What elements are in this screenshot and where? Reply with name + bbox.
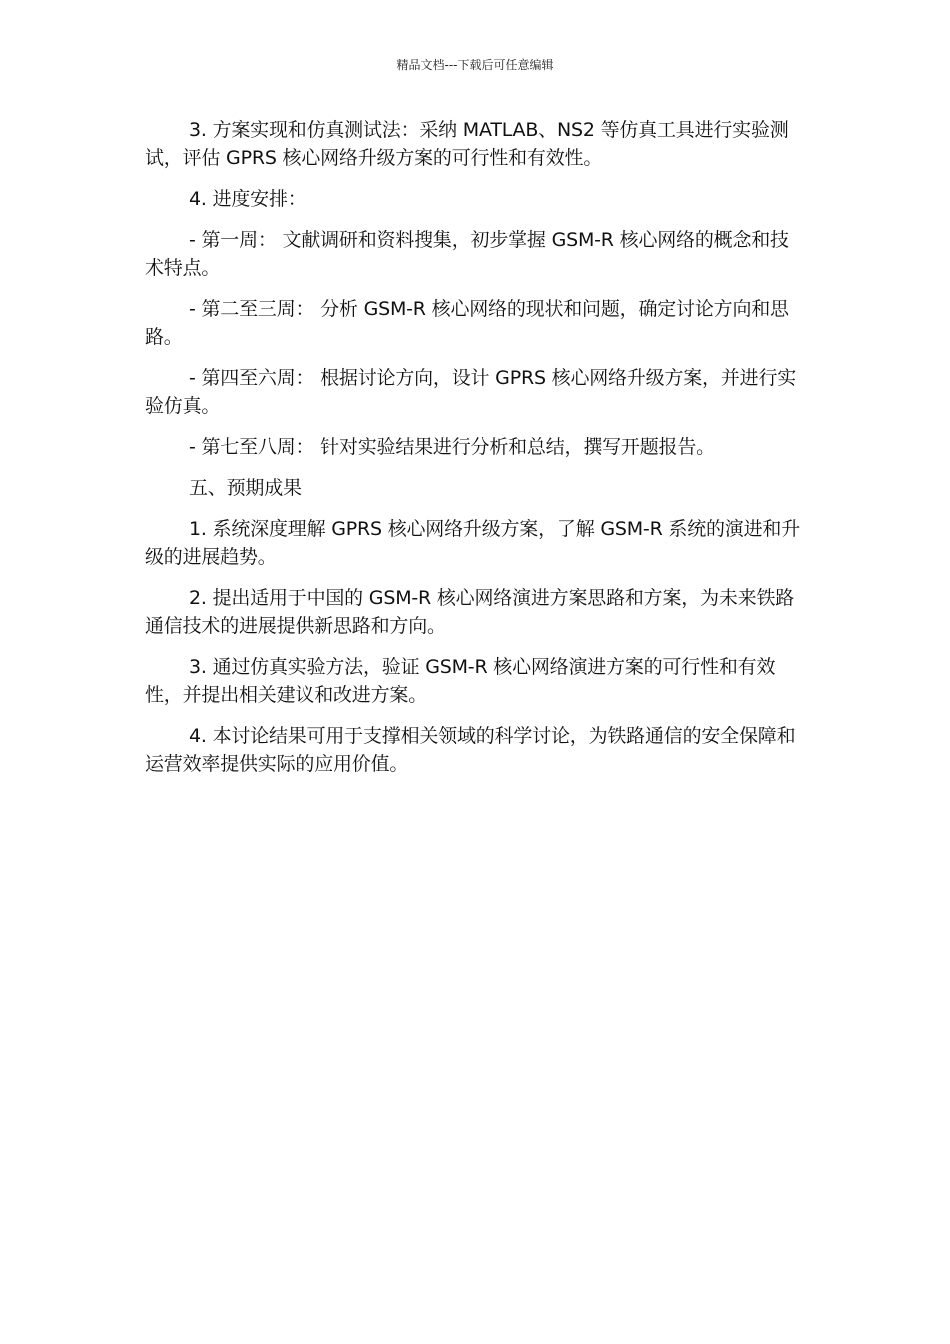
section-heading-expected-results: 五、预期成果	[189, 477, 302, 499]
document-body	[145, 116, 805, 791]
paragraph-result-3: 3. 通过仿真实验方法，验证 GSM-R 核心网络演进方案的可行性和有效性，并提出相关建议和改进方案。	[145, 656, 776, 706]
paragraph-result-1: 1. 系统深度理解 GPRS 核心网络升级方案，了解 GSM-R 系统的演进和升级的进展趋势。	[145, 518, 801, 568]
paragraph-result-2: 2. 提出适用于中国的 GSM-R 核心网络演进方案思路和方案，为未来铁路通信技术的进展提供新思路和方向。	[145, 587, 795, 637]
paragraph-method-simulation: 3. 方案实现和仿真测试法：采纳 MATLAB、NS2 等仿真工具进行实验测试，评估 GPRS 核心网络升级方案的可行性和有效性。	[145, 119, 789, 169]
paragraph-week-1: - 第一周： 文献调研和资料搜集，初步掌握 GSM-R 核心网络的概念和技术特点。	[145, 229, 789, 279]
paragraph-week-2-3: - 第二至三周： 分析 GSM-R 核心网络的现状和问题，确定讨论方向和思路。	[145, 298, 789, 348]
paragraph-week-7-8: - 第七至八周： 针对实验结果进行分析和总结，撰写开题报告。	[189, 436, 715, 458]
paragraph-schedule-heading: 4. 进度安排：	[189, 188, 307, 210]
page-header: 精品文档---下载后可任意编辑	[396, 58, 554, 72]
paragraph-result-4: 4. 本讨论结果可用于支撑相关领域的科学讨论，为铁路通信的安全保障和运营效率提供实际的应用价值。	[145, 725, 796, 775]
paragraph-week-4-6: - 第四至六周： 根据讨论方向，设计 GPRS 核心网络升级方案，并进行实验仿真。	[145, 367, 797, 417]
